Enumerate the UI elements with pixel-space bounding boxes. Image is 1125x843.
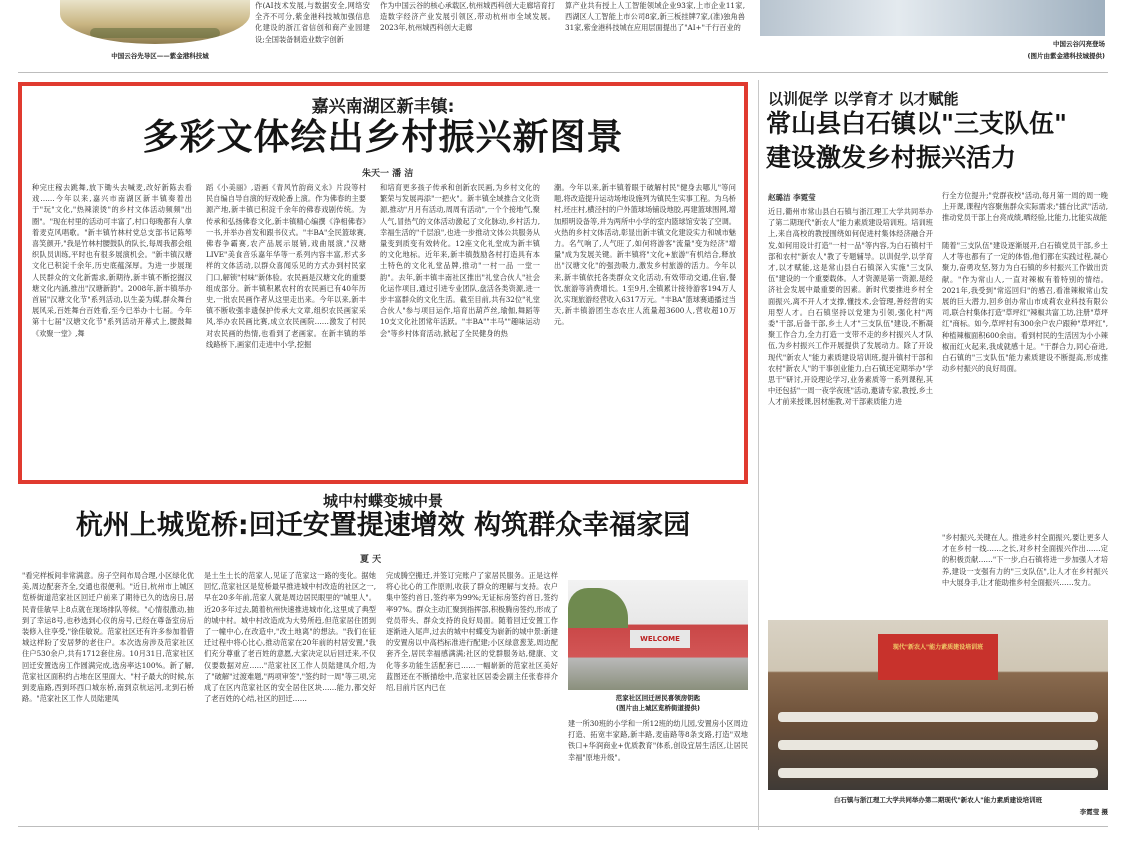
welcome-sign: WELCOME bbox=[630, 630, 690, 648]
meeting-caption: 白石镇与浙江理工大学共同举办第二期现代"新农人"能力素质建设培训班 bbox=[833, 796, 1043, 804]
meeting-table bbox=[778, 712, 1098, 722]
changshan-col2c: "乡村振兴,关键在人。推进乡村全面振兴,要让更多人才在乡村一线……之长,对乡村全面振兴作出……定的积极贡献……"下一步,白石镇将进一步加强人才培养,建设一支强有力的"三支队伍",让人才在乡村振兴中大展身手,让才能助推乡村全面振兴……发力。 bbox=[942, 533, 1108, 587]
column-divider bbox=[758, 80, 759, 830]
hangzhou-photo bbox=[568, 580, 748, 690]
jiaxing-col2: 蹈《小美丽》,语画《青风竹韵商义永》片段等村民自编自导自演的好戏轮番上演。作为佛春的主要源产地,新丰镇已积淀千余年的佛春戏剧传统。为传承和弘扬佛春文化,新丰镇精心编撰《浄相佛春》一书,并举办首发和跟书仪式。"丰BA"全民篮球赛,佛春争霸赛,农产品展示展销,戏曲展演,"汉塘LIVE"美食音乐嘉年华等一系列内容丰富,形式多样的文体活动,以群众喜闻乐见的方式办到村民家门口,解锁"村味"新体验。农民画是汉塘文化的重要组成部分。新丰镇积累农村的农民画已有40年历史,一批农民画作者从这里走出来。今年以来,新丰镇不断收强非遗保护传承大文章,组织农民画家采风,举办农民画比赛,成立农民画院……激发了村民对农民画的热情,也看到了老画家。在新丰镇的举线路桥下,画家们走进中小学,挖掘 bbox=[206, 183, 366, 349]
top-snippet-col1: 作(AI技术发展,与数据安全,网络安全齐不可分,紫金港科技城加强信息化建设的浙江省信创和商产业园建设;全国装备制造业数字创新 bbox=[255, 1, 370, 44]
hangzhou-col2: 是土生土长的范家人,见证了范家这一路的变化。据她回忆,范家社区是览桥最早推进城中村改造的社区之一,早在20多年前,范家人就是周边居民眼里的"城里人"。近20多年过去,随着杭州快速推进城市化,这里成了典型的城中村。城中村改造成为大势所趋,但范家居住团到了一幢中心,在改造中,"改土地离"的想法。"我们在征迁过程中将心比心,推动范家在20年前的村居安置,"我们充分尊重了老百姓的意愿,大家决定以后回迁来,不仅仅要数据对应……"范家社区工作人员陆建凤介绍,为了"破解"过渡难题,"两项审签","签约时一周"等三项,完成了在区内范家社区的安全居住区块……能力,都交好了老百姓的心结,社区的回迁…… bbox=[204, 571, 376, 704]
changshan-kicker: 以训促学 以学育才 以才赋能 bbox=[768, 90, 959, 108]
meeting-caption-credit: 李霓莹 摄 bbox=[1079, 808, 1108, 816]
meeting-banner: 现代"新农人"能力素质建设培训班 bbox=[878, 634, 998, 680]
jiaxing-byline: 朱天一 潘 洁 bbox=[362, 169, 414, 179]
top-divider bbox=[18, 72, 1108, 73]
jiaxing-kicker: 嘉兴南湖区新丰镇: bbox=[311, 97, 455, 117]
jiaxing-col1: 种完庄稼去跳舞,放下锄头去喊麦,改好新陈去看戏……今年以来,嘉兴市南湖区新丰镇奏着出于"玩"文化,"热辣滚烫"的乡村文体活动频频"出圈"。"现在村里的活动可丰富了,村口每晚都有人拿着麦克风唱歌。"新丰镇竹林村党总支部书记陈琴喜笑颜开,"我是竹林村腰鼓队的队长,每周我都会组织队员训练,平时也有很多展演机会。"新丰镇汉塘文化已积淀千余年,历史底蕴深厚。为进一步展现人民群众的文化新需求,新期待,新丰镇不断挖掘汉塘文化内涵,推出"汉塘新韵"。2008年,新丰镇举办首届"汉塘文化节"系列活动,以生姜为媒,群众舞台展风采,百姓舞台百姓看,至今已举办十七届。今年第十七届"汉塘文化节"系列活动开幕式上,腰鼓舞《欢聚一堂》,舞 bbox=[32, 183, 192, 338]
hangzhou-col4: 建一所30班的小学和一所12班的幼儿园,安置房小区周边打造、拓宽丰家路,新丰路,麦庙路等8条支路,打造"双地铁口+华润商业+优质教育"体系,创设宜居生活区,让居民幸福"原地升级"。 bbox=[568, 719, 748, 762]
hangzhou-col1: "看完样板间非常满意。房子空间布局合理,小区绿化优美,周边配套齐全,交通也很便利。"近日,杭州市上城区览桥街道范家社区回迁户前来了期待已久的选房日,居民青佳敏早上8点就在现场排队等候。"心情很激动,抽到了幸运8号,也秒选到心仪的房号,已经在尊备室房后装修入住享受,"徐佳敏说。范家社区还有许多参加着借城这样盼了安居梦的老住户。本次选房涉及范家社区住户530余户,共有1712套住房。10月31日,范家社区回迁安置选房工作圆满完成,选房率达100%。新了解,范家社区面积约占地在区里面大、"村子最大的时候,东到麦庙路,西到环西口城东桥,南到京杭运河,北到石桥路。"范家社区工作人员陆建凤 bbox=[22, 571, 194, 704]
changshan-col1: 近日,衢州市常山县白石镇与浙江理工大学共同举办了第二期现代"新农人"能力素质建设培训班。培训班上,来自高校的教授围绕如何促进村集体经济融合开发,如何用设计打造"一村一品"等内容,为白石镇村干部和农村"新农人"教了专题辅导。以训促学,以学育才,以才赋能,这是常山县白石镇深入实施"三支队伍"建设的一个重要载体。人才资源是第一资源,是经济社会发展中最重要的因素。新时代要推进乡村全面振兴,离不开人才支撑,懂技术,会管理,善经营的实用型人才。白石镇坚持以党建为引领,强化村"两委"干部,后备干部,乡土人才"三支队伍"建设,不断凝聚工作合力,全力打造一支带不走的乡村振兴人才队伍,为乡村振兴工作开展提供了发展动力。除了开设现代"新农人"能力素质建设培训班,提升镇村干部和农村"新农人"的干事创业能力,白石镇还定期举办"学思干"研讨,开设理论学习,业务素质等一系列课程,其中还包括"一周一夜学夜班"活动,邀请专家,教授,乡土人才前来授课,因材施教,对干部素质能力进 bbox=[768, 207, 933, 407]
meeting-photo bbox=[768, 620, 1108, 790]
top-snippet-col2: 作为中国云谷的核心承载区,杭州城西科创大走廊培育打造数字经济产业发展引领区,带动杭州市全域发展。2023年,杭州城西科创大走廊 bbox=[380, 1, 555, 33]
jiaxing-col3: 和培育更多孩子传承和创新农民画,为乡村文化的繁荣与发展再添"一把火"。新丰镇全域推合文化资源,推动"月月有活动,周周有活动",一个个接地气,聚人气,冒热气的文体活动激起了文化脉动,乡村活力,幸福生活的"千层浪",也进一步推动文体公共服务从量变到质变有效转化。12座文化礼堂成为新丰镇的文化地标。近年来,新丰镇鼓励各村打造具有本土特色的文化礼堂品牌,推动"一村一品 一堂一韵"。去年,新丰镇丰南社区推出"礼堂合伙人"社会化运作项目,通过引进专业团队,盘活各类资源,进一步丰富群众的文化生活。截至目前,共有32位"礼堂合伙人"参与项目运作,培育出葫芦丝,瑜伽,舞蹈等10支文化社团常年活跃。"丰BA""丰马""趣味运动会"等乡村体育活动,掀起了全民健身的热 bbox=[380, 183, 540, 338]
top-photo-right bbox=[760, 0, 1105, 36]
jiaxing-col4: 潮。今年以来,新丰镇着眼于破解村民"健身去哪儿"等问题,将改造提升运动场地设施列为镇民生实事工程。为乌桥村,坯庄村,横泾村的户外篮球场铺设地胶,再建篮球围网,增加照明设备等,并为两所中小学的室内篮球馆安装了空调。火热的乡村文体活动,彰显出新丰镇文化建设实力和城市魅力。名气响了,人气旺了,如何将游客"流量"变为经济"增量"成为发展关键。新丰镇将"文化+旅游"有机结合,释放出"汉塘文化"的强劲吸力,激发乡村旅游的活力。今年以来,新丰镇依托各类群众文化活动,有效带动交通,住宿,餐饮,旅游等消费增长。1至9月,全镇累计接待游客194万人次,实现旅游经营收入6317万元。"丰BA"篮球赛通播过当天,新丰镇游团生态农庄人流量超3600人,营收超10万元。 bbox=[554, 183, 736, 327]
top-snippet-col3: 算产业共有授上人工智能领域企业93家,上市企业11家,西湖区人工智能上市公司8家,新三板挂牌7家,(准)独角兽31家,紫金港科技城在应用层面提出了"AI+"千行百业的 bbox=[565, 1, 745, 33]
photo-trees bbox=[568, 588, 628, 628]
changshan-col2b: 随着"三支队伍"建设逐渐展开,白石镇党员干部,乡土人才等也都有了一定的体悟,他们都在实践过程,凝心聚力,奋勇攻坚,努力为白石镇的乡村振兴工作做出贡献。"作为常山人,一直对辣椒有着特别的情结。2021年,我受到"常巡回归"的感召,看准辣椒常山发展的巨大潜力,回乡创办常山市成莉农业科技有限公司,联合村集体打造"草坪红"辣椒共富工坊,注册"草坪红"商标。如今,草坪村有300余户农户跟种"草坪红",种植辣椒面积600余亩。看到村民的生活因为小小辣椒而红火起来,我成就感十足。"干群合力,同心奋进,白石镇的"三支队伍"能力素质建设不断提高,形成推动乡村振兴的良好局面。 bbox=[942, 241, 1108, 374]
bottom-divider bbox=[18, 826, 1108, 827]
meeting-table bbox=[778, 740, 1098, 750]
hangzhou-col3: 完成腾空搬迁,并签订完账户了家居民服务。正是这样将心比心的工作原则,收获了群众的理解与支持。农户集中签约首日,签约率为99%;无证标房签约首日,签约率97%。群众主动汇聚到指挥部,积极腾房签约,形成了党员带头、群众支持的良好局面。随着回迁安置工作逐渐进入尾声,过去的城中村蝶变为崭新的城中景:新建的安置房以中高档标准进行配建;小区绿意葱茏,周边配套齐全,居民幸福感满满;社区的党群服务站,健康、文化等多功能生活配套已……一幅崭新的范家社区美好蓝图还在不断描绘中,范家社区居委会副主任张春祥介绍,目前片区内已在 bbox=[386, 571, 558, 693]
top-photo-caption-right-1: 中国云谷闪亮登场 bbox=[1053, 40, 1105, 48]
changshan-headline-line1: 常山县白石镇以"三支队伍" bbox=[766, 109, 1068, 138]
top-photo-left bbox=[60, 0, 250, 44]
hangzhou-photo-caption-2: (图片由上城区览桥街道提供) bbox=[616, 704, 700, 712]
hangzhou-kicker: 城中村蝶变城中景 bbox=[322, 492, 443, 510]
top-photo-caption-left: 中国云谷先导区——紫金港科技城 bbox=[111, 52, 209, 60]
jiaxing-headline: 多彩文体绘出乡村振兴新图景 bbox=[142, 117, 624, 158]
hangzhou-byline: 夏 天 bbox=[360, 555, 382, 565]
changshan-headline-line2: 建设激发乡村振兴活力 bbox=[766, 143, 1017, 172]
hangzhou-photo-caption-1: 范家社区回迁居民喜领房钥匙 bbox=[615, 694, 701, 702]
meeting-table bbox=[778, 768, 1098, 778]
changshan-col2: 行全方位提升;"党群夜校"活动,每月第一周的周一晚上开课,课程内容聚焦群众实际需求;"擂台比武"活动,推动党员干部上台亮成绩,晒经验,比能力,比能实战能 bbox=[942, 191, 1108, 223]
jiaxing-article-box bbox=[18, 82, 748, 484]
hangzhou-headline: 杭州上城览桥:回迁安置提速增效 构筑群众幸福家园 bbox=[75, 510, 691, 541]
changshan-byline: 赵璐洁 李霓莹 bbox=[768, 193, 816, 202]
top-photo-caption-right-2: (图片由紫金港科技城提供) bbox=[1027, 52, 1105, 60]
